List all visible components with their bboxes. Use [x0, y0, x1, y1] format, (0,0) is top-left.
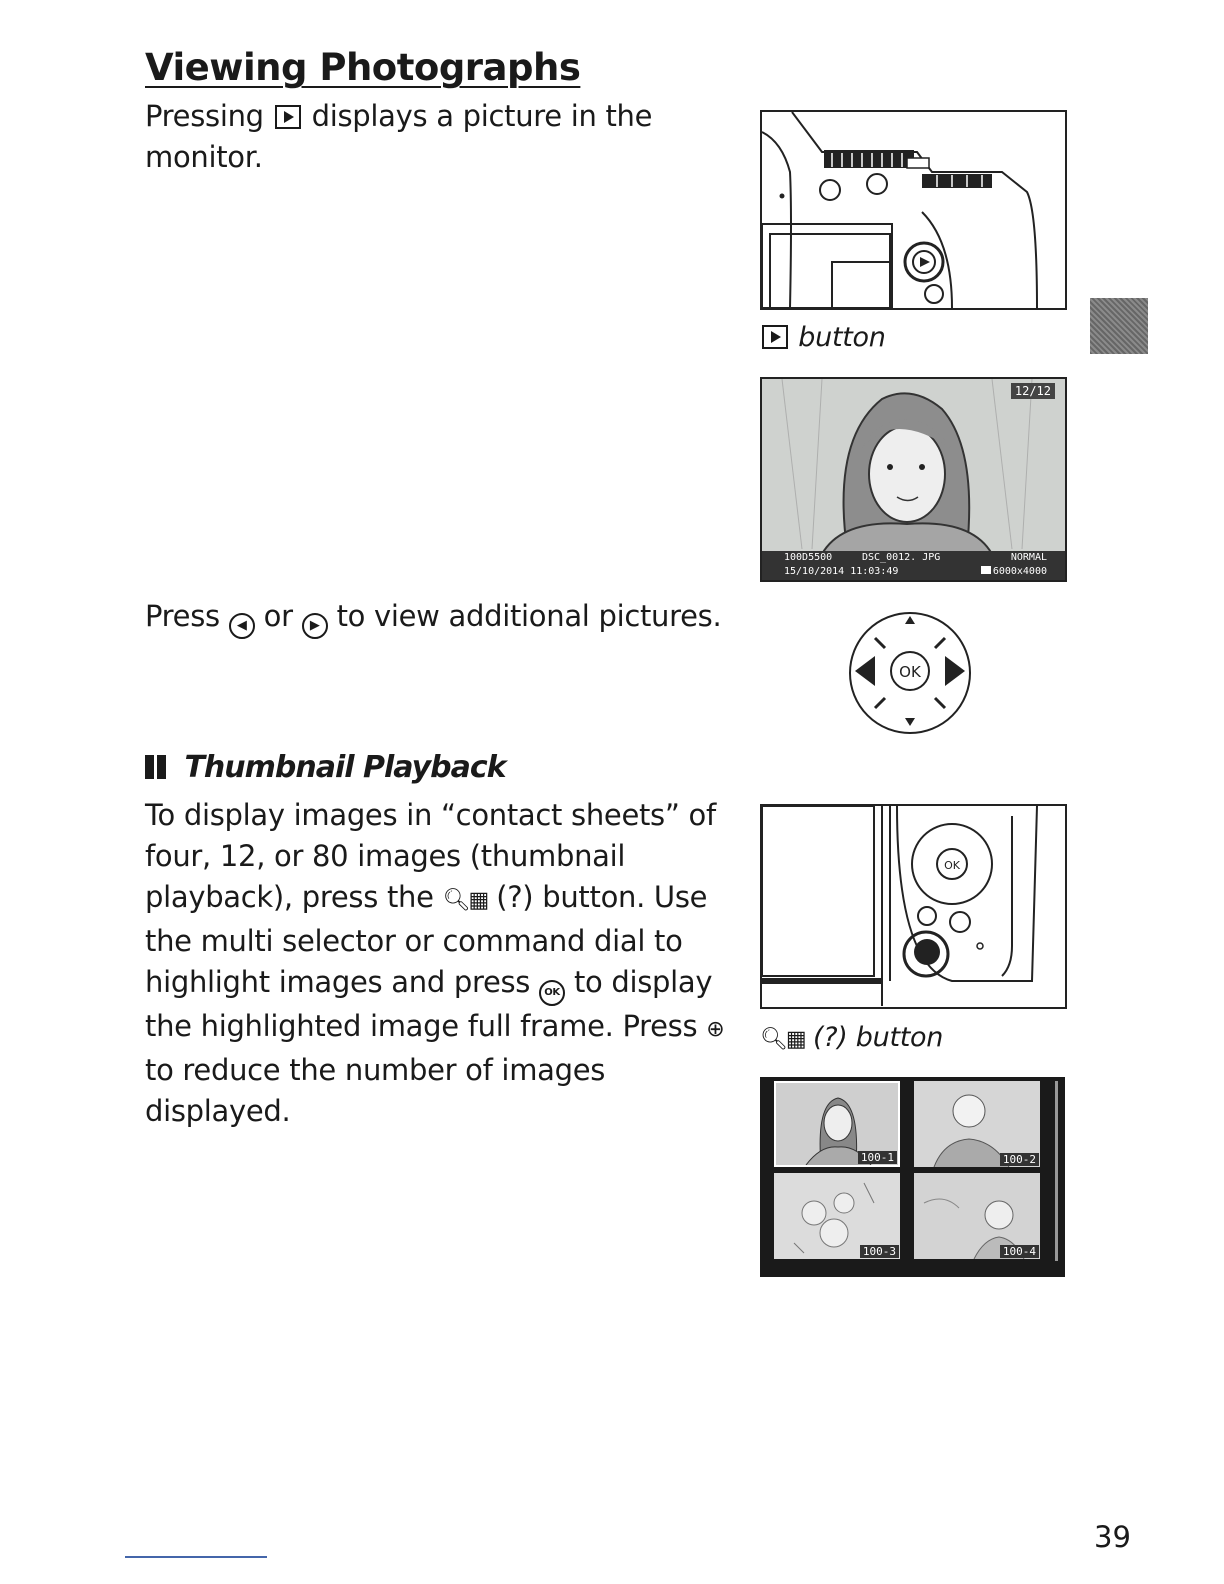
- intro-text-before: Pressing: [145, 99, 264, 133]
- thumbnail-text-2: (?) button. Use the multi selector or command dial to highlight images and press: [145, 880, 708, 999]
- left-arrow-icon: ◀: [229, 613, 255, 639]
- page-title: Viewing Photographs: [145, 46, 581, 89]
- thumbnail-button-caption-text: (?) button: [813, 1022, 944, 1053]
- footer-link-rule: [125, 1556, 267, 1558]
- svg-text:OK: OK: [944, 859, 960, 872]
- thumbnail-tile: [914, 1081, 1040, 1167]
- thumbnail-zoom-out-icon: 🔍︎▦: [760, 1027, 805, 1052]
- playback-screen-figure: [760, 377, 1067, 582]
- thumbnail-button-caption: [760, 1022, 943, 1053]
- thumbnail-grid-figure: [760, 1077, 1065, 1277]
- thumbnail-tile: [774, 1081, 900, 1167]
- playback-button-caption: [760, 322, 886, 353]
- playback-icon: [762, 325, 788, 349]
- intro-paragraph: [145, 96, 705, 178]
- chapter-tab: [1090, 298, 1148, 354]
- thumbnail-zoom-out-icon: 🔍︎▦: [442, 888, 488, 913]
- multi-selector-drawing: [845, 608, 975, 738]
- right-arrow-icon: ▶: [302, 613, 328, 639]
- camera-back-drawing: [762, 112, 1065, 308]
- portrait-photo: [762, 379, 1065, 580]
- folder-label: 100D5500: [784, 552, 833, 563]
- quality-label: NORMAL: [1010, 552, 1047, 563]
- thumbnail-label: 100-2: [1000, 1153, 1039, 1166]
- zoom-in-icon: ⊕: [706, 1017, 725, 1042]
- thumbnail-tile: [914, 1173, 1040, 1259]
- section-heading-text: Thumbnail Playback: [184, 750, 506, 785]
- section-heading: [145, 750, 506, 785]
- playback-button-caption-text: button: [798, 322, 886, 353]
- thumbnail-label: 100-1: [858, 1151, 897, 1164]
- section-bullet-icon: [145, 750, 175, 785]
- camera-controls-figure: [760, 804, 1067, 1009]
- camera-controls-drawing: [762, 806, 1065, 1007]
- ok-label: OK: [899, 663, 921, 681]
- datetime-label: 15/10/2014 11:03:49: [784, 566, 899, 577]
- filename-label: DSC_0012. JPG: [862, 552, 941, 563]
- thumbnail-tile: [774, 1173, 900, 1259]
- image-size-label: [981, 566, 1047, 577]
- thumbnail-label: 100-3: [860, 1245, 899, 1258]
- camera-back-figure: [760, 110, 1067, 310]
- page-number: 39: [1094, 1520, 1131, 1554]
- browse-text-before: Press: [145, 599, 220, 633]
- intro-text-after: displays a picture in the monitor.: [145, 99, 653, 174]
- ok-button-icon: OK: [539, 980, 565, 1006]
- thumbnail-scrollbar: [1055, 1081, 1058, 1261]
- frame-counter: 12/12: [1011, 383, 1055, 399]
- browse-paragraph: [145, 596, 765, 639]
- thumbnail-text-4: to reduce the number of images displayed.: [145, 1053, 606, 1128]
- image-size-icon: [981, 566, 991, 574]
- thumbnail-text-3: to display the highlighted image full frame. Press: [145, 965, 713, 1043]
- thumbnail-text-1: To display images in “contact sheets” of four, 12, or 80 images (thumbnail playback), press the: [145, 798, 716, 914]
- thumbnail-label: 100-4: [1000, 1245, 1039, 1258]
- thumbnail-paragraph: [145, 795, 735, 1132]
- image-size-value: 6000x4000: [992, 566, 1047, 577]
- browse-text-or: or: [263, 599, 293, 633]
- browse-text-after: to view additional pictures.: [336, 599, 722, 633]
- playback-icon: [275, 105, 301, 129]
